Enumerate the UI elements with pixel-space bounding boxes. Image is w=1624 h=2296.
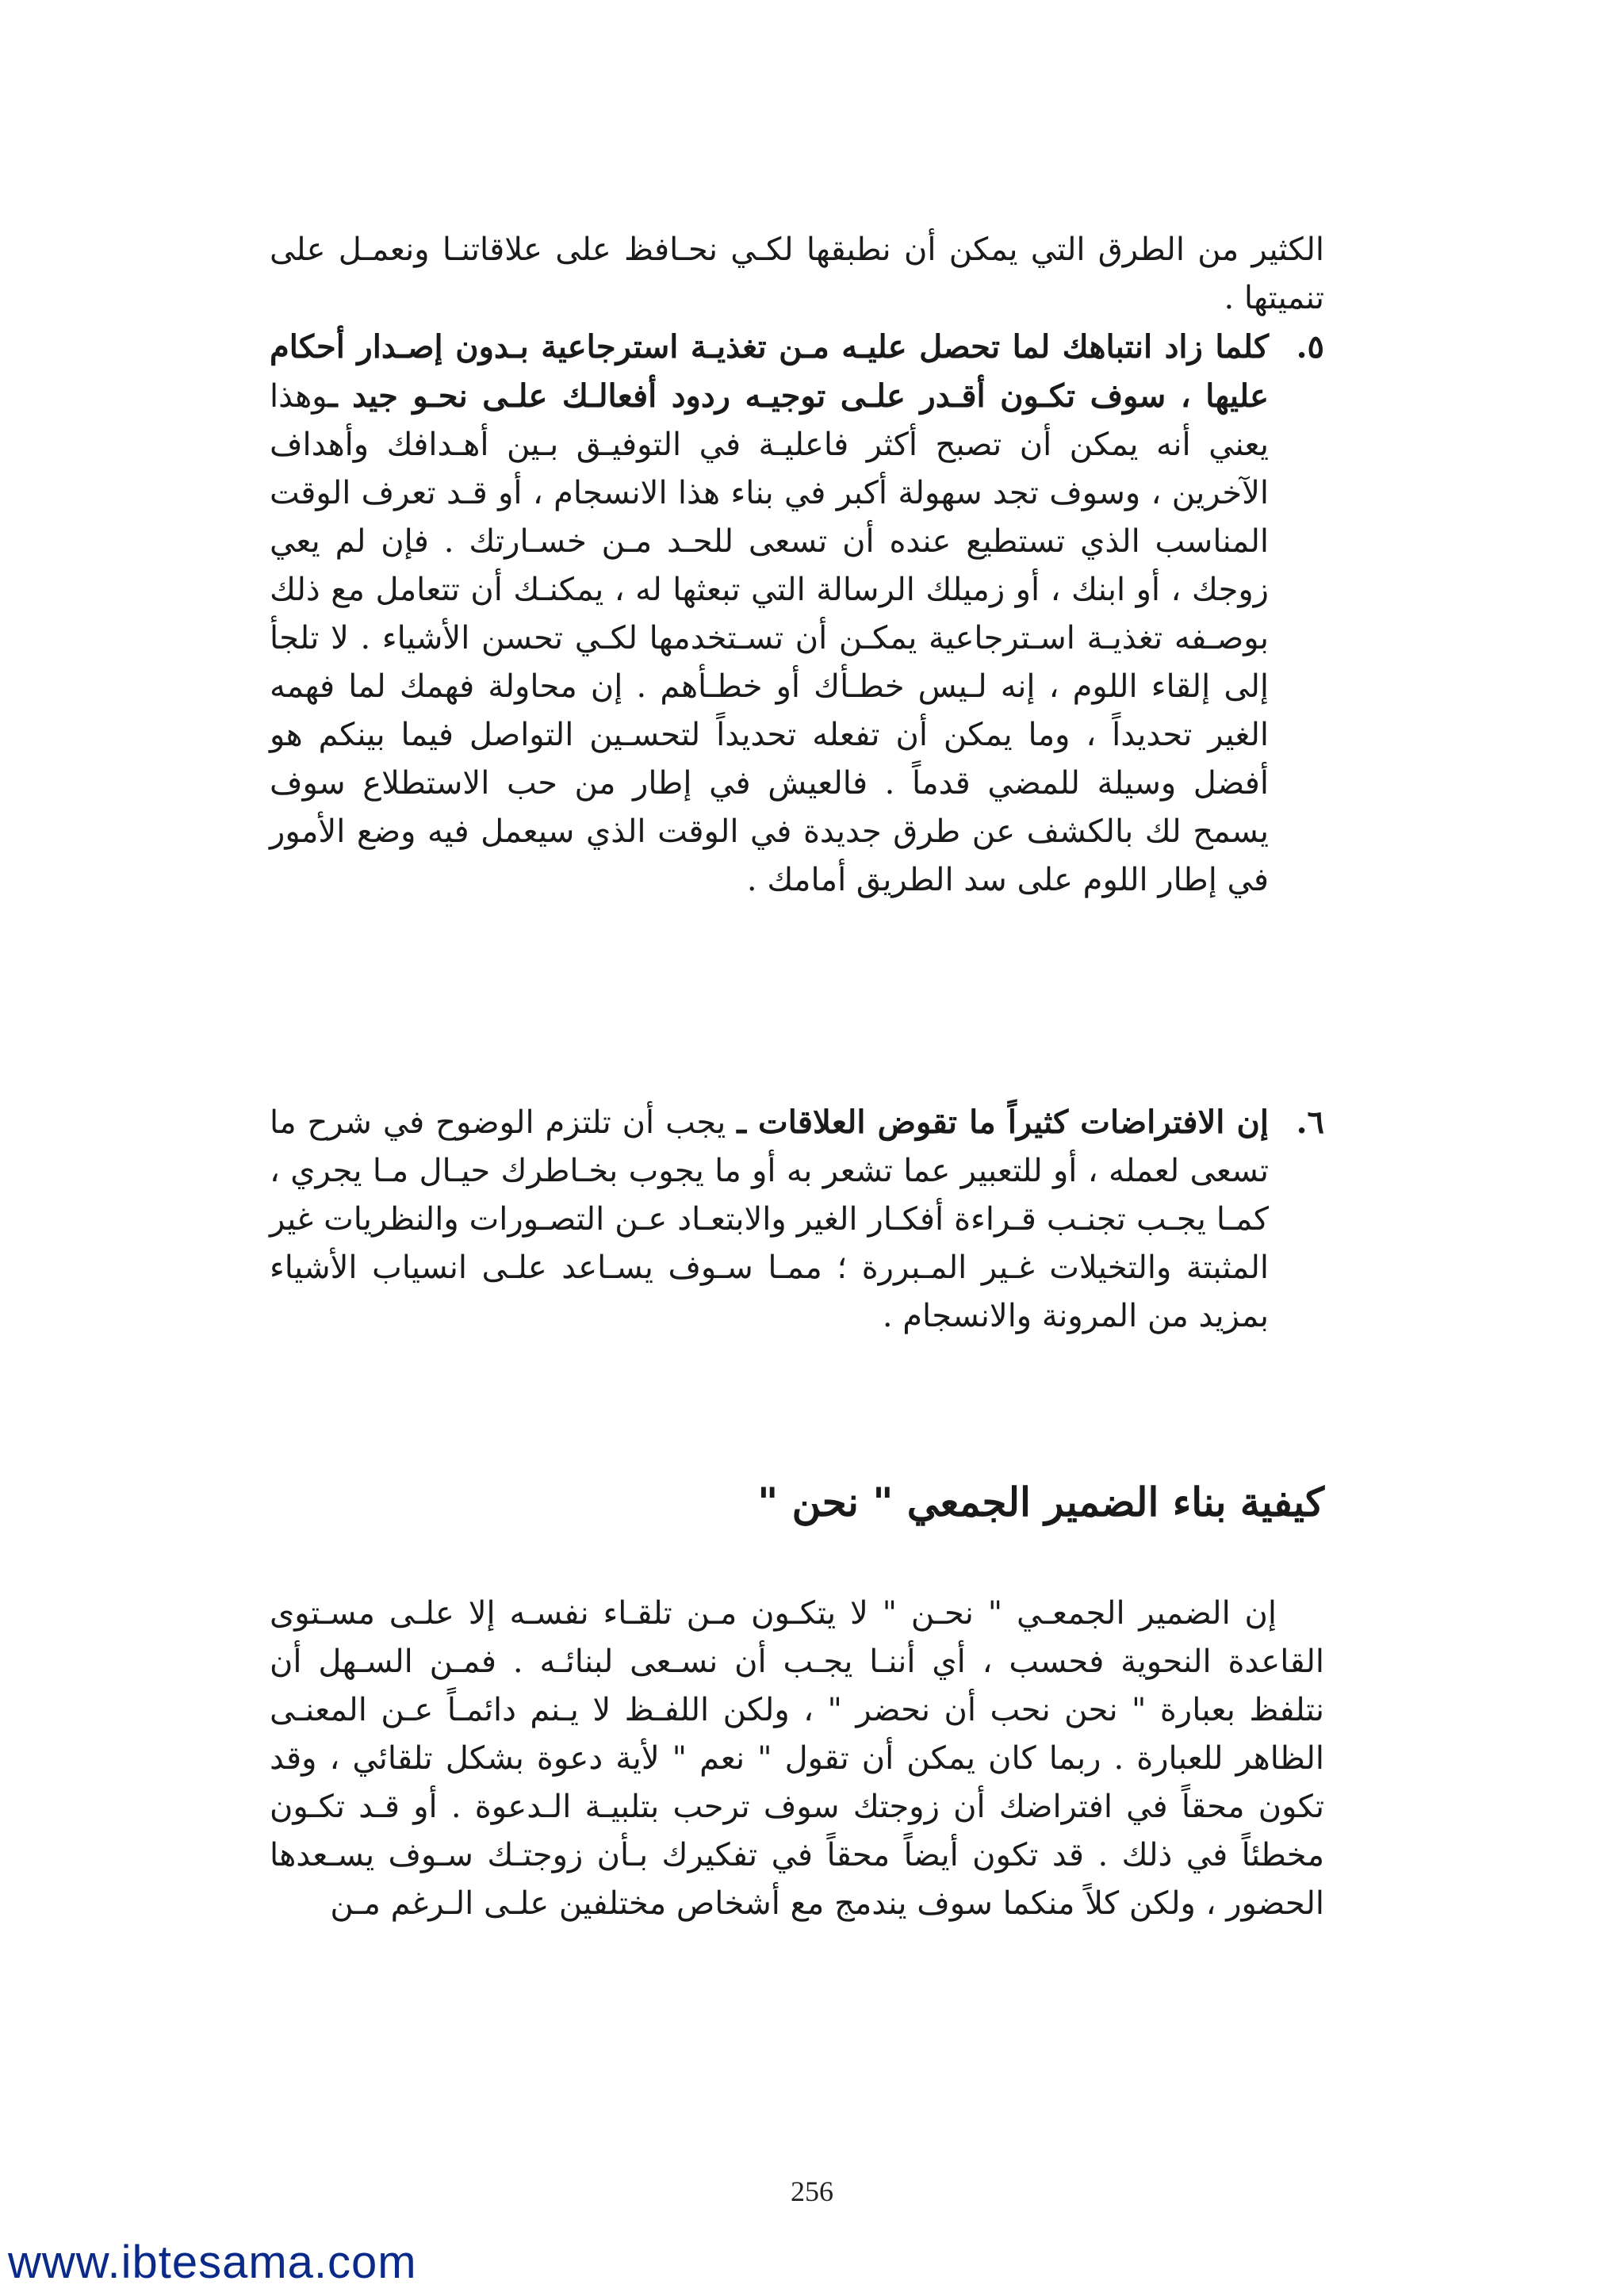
list-item-text: يجب أن تلتزم الوضوح في شرح ما تسعى لعمله ، أو للتعبير عما تشعر به أو ما يجوب بخـاطرك حيـال مـا يجري ، كمـا يجـب تجنـب قـراءة أفكـار الغير والابتعـاد عـن التصـورات والنظريات غير المثبتة والتخيلات غـير المـبررة ؛ ممـا سـوف يسـاعد علـى انسياب الأشياء بمزيد من المرونة والانسجام . bbox=[270, 1104, 1269, 1334]
list-item-number: ٥. bbox=[1296, 328, 1324, 365]
watermark-url: www.ibtesama.com bbox=[8, 2237, 417, 2288]
list-item-6 bbox=[270, 1098, 1324, 1341]
body-paragraph-text: إن الضمير الجمعـي " نحـن " لا يتكـون مـن تلقـاء نفسـه إلا علـى مسـتوى القاعدة النحوية فحسب ، أي أننـا يجـب أن نسـعى لبنائـه . فمـن السـهل أن نتلفظ بعبارة " نحن نحب أن نحضر " ، ولكن اللفـظ لا يـنم دائمـاً عـن المعنـى الظاهر للعبارة . ربما كان يمكن أن تقول " نعم " لأية دعوة بشكل تلقائي ، وقد تكون محقاً في افتراضك أن زوجتك سوف ترحب بتلبيـة الـدعوة . أو قـد تكـون مخطئاً في ذلك . قد تكون أيضاً محقاً في تفكيرك بـأن زوجتـك سـوف يسـعدها الحضور ، ولكن كلاً منكما سوف يندمج مع أشخاص مختلفين علـى الـرغم مـن bbox=[270, 1595, 1325, 1922]
list-item-bold-lead: إن الافتراضات كثيراً ما تقوض العلاقات ـ bbox=[737, 1104, 1270, 1141]
list-item-text: وهذا يعني أنه يمكن أن تصبح أكثر فاعليـة في التوفيـق بـين أهـدافك وأهداف الآخرين ، وسوف تجد سهولة أكبر في بناء هذا الانسجام ، أو قـد تعرف الوقت المناسب الذي تستطيع عنده أن تسعى للحـد مـن خسـارتك . فإن لم يعي زوجك ، أو ابنك ، أو زميلك الرسالة التي تبعثها له ، يمكنـك أن تتعامل مع ذلك بوصـفه تغذيـة اسـترجاعية يمكـن أن تسـتخدمها لكـي تحسن الأشياء . لا تلجأ إلى إلقاء اللوم ، إنه لـيس خطـأك أو خطـأهم . إن محاولة فهمك لما فهمه الغير تحديداً ، وما يمكن أن تفعله تحديداً لتحسـين التواصل فيما بينكم هو أفضل وسيلة للمضي قدماً . فالعيش في إطار من حب الاستطلاع سوف يسمح لك بالكشف عن طرق جديدة في الوقت الذي سيعمل فيه وضع الأمور في إطار اللوم على سد الطريق أمامك . bbox=[270, 378, 1269, 898]
list-item-number: ٦. bbox=[1296, 1104, 1324, 1141]
page-number: 256 bbox=[791, 2175, 833, 2207]
list-item-body bbox=[270, 1098, 1269, 1341]
intro-text: الكثير من الطرق التي يمكن أن نطبقها لكـي نحـافظ على علاقاتنـا ونعمـل على تنميتها . bbox=[270, 232, 1324, 316]
section-heading: كيفية بناء الضمير الجمعي " نحن " bbox=[757, 1479, 1324, 1525]
intro-paragraph bbox=[270, 226, 1324, 323]
list-item-bold-lead: كلما زاد انتباهك لما تحصل عليـه مـن تغذيـة استرجاعية بـدون إصـدار أحكام عليها ، سوف تكـون أقـدر علـى توجيـه ردود أفعالـك علـى نحـو جيد ـ bbox=[270, 328, 1269, 415]
list-item-body bbox=[270, 323, 1269, 905]
body-paragraph bbox=[270, 1590, 1324, 1928]
list-item-5 bbox=[270, 323, 1324, 905]
